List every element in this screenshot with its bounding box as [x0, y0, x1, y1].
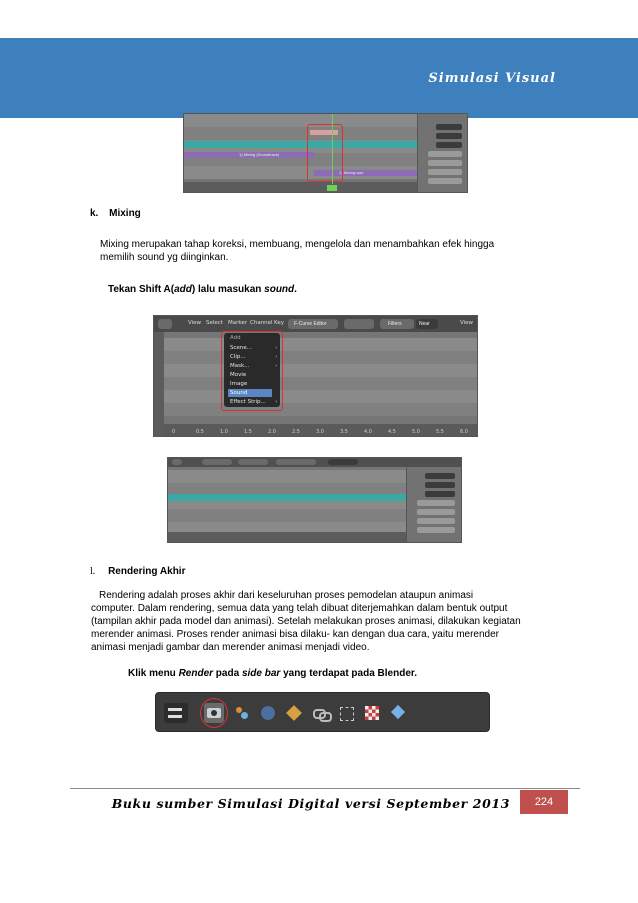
section-k-title: Mixing [109, 208, 141, 219]
sound-strip [168, 494, 408, 501]
editor-header-3 [168, 458, 461, 467]
sequencer-screenshot-1 [183, 113, 468, 193]
editor-type-button[interactable] [158, 319, 172, 329]
timeline-ruler: 0 0.5 1.0 1.5 2.0 2.5 3.0 3.5 4.0 4.5 5.0 5.5 6.0 [164, 424, 478, 436]
menu-item-mask[interactable]: Mask... [230, 363, 250, 369]
editor-mode-button[interactable] [202, 459, 232, 465]
section-l-heading [90, 566, 185, 577]
filters-button[interactable] [276, 459, 316, 465]
properties-panel [406, 467, 461, 543]
sequencer-screenshot-3 [167, 457, 462, 543]
sound-strip [184, 141, 419, 148]
menu-item-scene[interactable]: Scene... [230, 345, 253, 351]
properties-panel [417, 114, 467, 193]
submenu-arrow-icon: › [275, 363, 277, 369]
icon-group[interactable] [344, 319, 374, 329]
menu-channel[interactable]: Channel [250, 320, 273, 326]
menu-item-clip[interactable]: Clip... [230, 354, 246, 360]
menu-select[interactable]: Select [206, 320, 223, 326]
section-l-title: Rendering Akhir [108, 566, 186, 577]
section-l-label: l. [90, 566, 96, 577]
icon-group[interactable] [238, 459, 268, 465]
section-l-instruction: Klik menu Render pada side bar yang terdapat pada Blender. [128, 668, 418, 679]
section-k-label: k. [90, 208, 99, 219]
texture-icon[interactable] [362, 703, 382, 723]
submenu-arrow-icon: › [275, 399, 277, 405]
menu-item-image[interactable]: Image [230, 381, 248, 387]
editor-header [154, 316, 477, 332]
submenu-arrow-icon: › [275, 354, 277, 360]
near-button[interactable]: Near [416, 319, 438, 329]
highlight-circle [200, 698, 228, 728]
timeline [184, 182, 419, 192]
menu-item-movie[interactable]: Movie [230, 372, 247, 378]
section-k-heading [90, 208, 141, 219]
selected-strip [310, 130, 338, 135]
object-icon[interactable] [284, 703, 304, 723]
channel-region [154, 332, 164, 437]
constraints-icon[interactable] [310, 703, 330, 723]
editor-mode-button[interactable]: F-Curve Editor [288, 319, 338, 329]
section-k-paragraph: Mixing merupakan tahap koreksi, membuang, mengelola dan menambahkan efek hingga memilih sound yg diinginkan. [100, 239, 495, 263]
menu-key[interactable]: Key [274, 320, 284, 326]
physics-icon[interactable] [388, 703, 408, 723]
menu-view-right[interactable]: View [460, 320, 474, 326]
sequencer-add-menu-screenshot [153, 315, 478, 437]
menu-view[interactable]: View [188, 320, 202, 326]
image-strip-2: 1) Mixing.wav [314, 170, 419, 176]
world-icon[interactable] [258, 703, 278, 723]
scene-icon[interactable] [232, 703, 252, 723]
properties-toolbar-screenshot [155, 692, 490, 732]
page-number: 224 [520, 790, 568, 814]
editor-type-button[interactable] [172, 459, 182, 465]
footer-rule [70, 788, 580, 789]
section-k-instruction: Tekan Shift A(add) lalu masukan sound. [108, 284, 297, 295]
playhead [332, 114, 333, 184]
submenu-arrow-icon: › [275, 345, 277, 351]
near-button[interactable] [328, 459, 358, 465]
section-l-paragraph: Rendering adalah proses akhir dari keseluruhan proses pemodelan ataupun animasi computer. Dalam rendering, semua data yang telah dibuat diterjemahkan dalam bentuk output (tampilan akhir pada model dan animasi). Setelah melakukan proses animasi, dilakukan kegiatan merender animasi. Proses render animasi bisa dilaku- kan dengan dua cara, yaitu merender animasi menjadi gambar dan merender animasi menjadi video. [91, 590, 521, 653]
menu-marker[interactable]: Marker [228, 320, 248, 326]
toggle-icon[interactable] [164, 703, 188, 723]
menu-item-effect-strip[interactable]: Effect Strip... [230, 399, 266, 405]
menu-item-sound[interactable]: Sound [230, 390, 248, 396]
modifiers-icon[interactable] [336, 703, 356, 723]
header-title: Simulasi Visual [428, 71, 556, 86]
image-strip: 1) Mixing (Soundtrack) [184, 152, 314, 158]
frame-indicator [327, 185, 337, 191]
filters-button[interactable]: Filters [380, 319, 414, 329]
highlight-box [221, 331, 283, 411]
footer-text: Buku sumber Simulasi Digital versi September 2013 [111, 796, 510, 811]
add-menu-title: Add [230, 335, 241, 341]
timeline [168, 532, 408, 542]
